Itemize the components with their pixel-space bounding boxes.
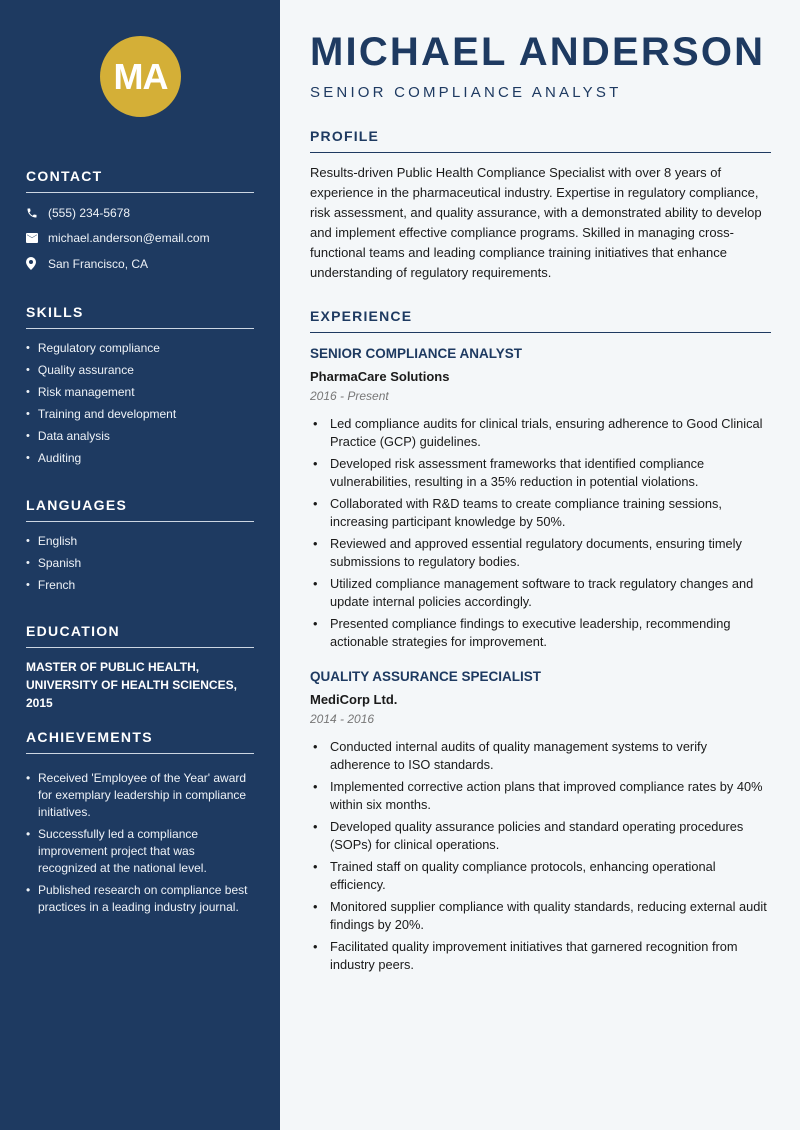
avatar-initials: MA <box>100 36 181 117</box>
achievements-list <box>26 770 254 921</box>
achievement-item: • Published research on compliance best practices in a leading industry journal. <box>26 882 254 916</box>
education-heading: EDUCATION <box>26 623 254 648</box>
job-bullet: • Trained staff on quality compliance protocols, enhancing operational efficiency. <box>310 858 771 894</box>
job-dates: 2016 - Present <box>310 389 389 403</box>
languages-list <box>26 530 254 596</box>
contact-list <box>26 200 254 277</box>
job-entry <box>310 346 771 655</box>
job-bullets <box>310 415 771 651</box>
education-entry: MASTER OF PUBLIC HEALTH, UNIVERSITY OF HEALTH SCIENCES, 2015 <box>26 660 237 710</box>
contact-location: San Francisco, CA <box>26 251 254 277</box>
job-company: MediCorp Ltd. <box>310 692 398 707</box>
skill-item: • Quality assurance <box>26 359 254 381</box>
skill-item: • Regulatory compliance <box>26 337 254 359</box>
skill-item: • Data analysis <box>26 425 254 447</box>
achievement-item: • Received 'Employee of the Year' award for exemplary leadership in compliance initiatives. <box>26 770 254 821</box>
language-item: • French <box>26 574 254 596</box>
job-bullet: • Led compliance audits for clinical trials, ensuring adherence to Good Clinical Practice (GCP) guidelines. <box>310 415 771 451</box>
job-bullet: • Conducted internal audits of quality management systems to verify adherence to ISO standards. <box>310 738 771 774</box>
sidebar <box>0 0 280 1130</box>
experience-heading: EXPERIENCE <box>310 308 771 333</box>
skill-item: • Auditing <box>26 447 254 469</box>
profile-text: Results-driven Public Health Compliance Specialist with over 8 years of experience in the pharmaceutical industry. Expertise in regulatory compliance, risk assessment, and quality assurance, with a demonstrated ability to develop and implement effective compliance programs. Skilled in managing cross-functional teams and leading compliance training initiatives that enhance understanding of regulatory requirements. <box>310 165 762 280</box>
job-bullet: • Facilitated quality improvement initiatives that garnered recognition from industry peers. <box>310 938 771 974</box>
phone-icon <box>26 207 48 219</box>
profile-heading: PROFILE <box>310 128 771 153</box>
achievement-item: • Successfully led a compliance improvement project that was recognized at the national level. <box>26 826 254 877</box>
job-bullet: • Monitored supplier compliance with quality standards, reducing external audit findings by 20%. <box>310 898 771 934</box>
job-bullet: • Developed quality assurance policies and standard operating procedures (SOPs) for clinical operations. <box>310 818 771 854</box>
location-pin-icon <box>26 257 48 270</box>
skill-item: • Training and development <box>26 403 254 425</box>
job-bullet: • Utilized compliance management software to track regulatory changes and update internal policies accordingly. <box>310 575 771 611</box>
skills-list <box>26 337 254 469</box>
language-item: • Spanish <box>26 552 254 574</box>
candidate-name: MICHAEL ANDERSON <box>310 30 766 74</box>
language-item: • English <box>26 530 254 552</box>
achievements-heading: ACHIEVEMENTS <box>26 729 254 754</box>
job-title: SENIOR COMPLIANCE ANALYST <box>310 346 523 361</box>
job-dates: 2014 - 2016 <box>310 712 375 726</box>
job-company: PharmaCare Solutions <box>310 369 450 384</box>
languages-heading: LANGUAGES <box>26 497 254 522</box>
job-title: QUALITY ASSURANCE SPECIALIST <box>310 669 542 684</box>
job-entry <box>310 669 771 978</box>
job-bullet: • Presented compliance findings to executive leadership, recommending actionable strategies for improvement. <box>310 615 771 651</box>
job-bullet: • Implemented corrective action plans that improved compliance rates by 40% within six months. <box>310 778 771 814</box>
skills-heading: SKILLS <box>26 304 254 329</box>
contact-heading: CONTACT <box>26 168 254 193</box>
candidate-title: SENIOR COMPLIANCE ANALYST <box>310 84 622 101</box>
job-bullet: • Reviewed and approved essential regulatory documents, ensuring timely submissions to regulatory bodies. <box>310 535 771 571</box>
job-bullets <box>310 738 771 974</box>
email-icon <box>26 233 48 243</box>
contact-phone: (555) 234-5678 <box>26 200 254 226</box>
job-bullet: • Collaborated with R&D teams to create compliance training sessions, increasing participant knowledge by 50%. <box>310 495 771 531</box>
job-bullet: • Developed risk assessment frameworks that identified compliance vulnerabilities, resulting in a 35% reduction in potential violations. <box>310 455 771 491</box>
contact-email: michael.anderson@email.com <box>26 226 254 252</box>
skill-item: • Risk management <box>26 381 254 403</box>
